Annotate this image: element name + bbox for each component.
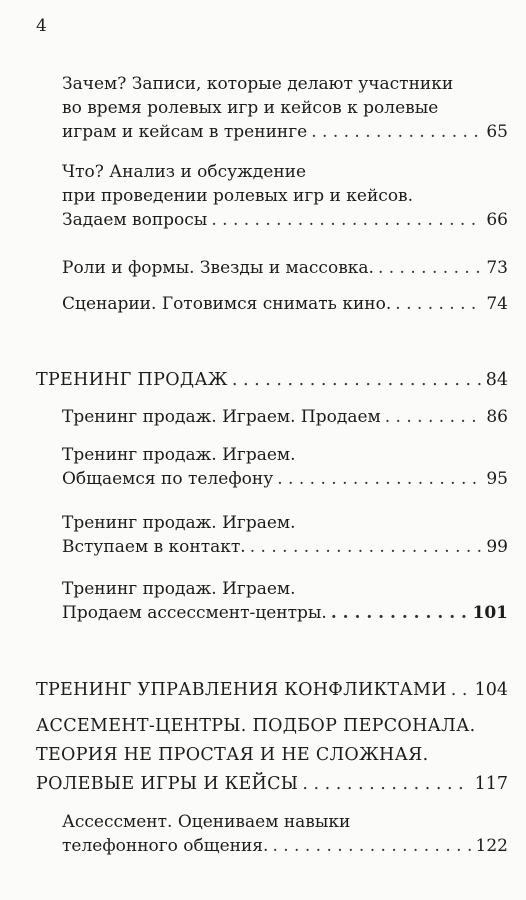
page-number: 4 (36, 16, 48, 36)
toc-entry-last-line (62, 834, 508, 858)
dot-leader (331, 601, 469, 625)
dot-leader (211, 208, 482, 232)
toc-entry-page: 65 (486, 122, 508, 142)
toc-entry-title: Общаемся по телефону (62, 469, 274, 489)
toc-entry (62, 160, 508, 232)
dot-leader (277, 467, 482, 491)
toc-entry-line: Тренинг продаж. Играем. (62, 445, 296, 465)
toc-entry-last-line (62, 120, 508, 144)
toc-section (36, 676, 508, 705)
toc-entry-page: 99 (486, 537, 508, 557)
toc-section-title: ТРЕНИНГ ПРОДАЖ (36, 370, 228, 390)
toc-entry-line: при проведении ролевых игр и кейсов. (62, 186, 414, 206)
dot-leader (302, 770, 470, 799)
toc-entry (62, 810, 508, 858)
toc-entry-line: во время ролевых игр и кейсов к ролевые (62, 98, 439, 118)
toc-section (36, 712, 508, 799)
toc-entry (62, 443, 508, 491)
toc-section-title: РОЛЕВЫЕ ИГРЫ И КЕЙСЫ (36, 774, 299, 794)
toc-entry-last-line (62, 208, 508, 232)
dot-leader (250, 535, 483, 559)
toc-entry (62, 72, 508, 144)
toc-entry-page: 86 (486, 407, 508, 427)
toc-entry-line: Тренинг продаж. Играем. (62, 513, 296, 533)
toc-entry-line: Ассессмент. Оцениваем навыки (62, 812, 351, 832)
toc-entry-last-line (62, 601, 508, 625)
toc-section-line: АССЕМЕНТ-ЦЕНТРЫ. ПОДБОР ПЕРСОНАЛА. (36, 716, 476, 736)
toc-entry-title: Вступаем в контакт. (62, 537, 246, 557)
toc-entry-last-line (62, 256, 508, 280)
toc-entry-line: Что? Анализ и обсуждение (62, 162, 307, 182)
toc-entry-title: Продаем ассессмент-центры. (62, 603, 327, 623)
toc-entry (62, 577, 508, 625)
toc-entry-title: телефонного общения. (62, 836, 269, 856)
dot-leader (272, 834, 471, 858)
dot-leader (385, 405, 483, 429)
toc-entry-page: 74 (486, 294, 508, 314)
toc-entry (62, 405, 508, 429)
dot-leader (311, 120, 482, 144)
toc-section (36, 366, 508, 395)
toc-entry-page: 101 (472, 603, 508, 623)
toc-entry-page: 95 (486, 469, 508, 489)
toc-entry-title: Роли и формы. Звезды и массовка. (62, 258, 374, 278)
toc-entry-last-line (62, 467, 508, 491)
toc-entry-last-line (36, 366, 508, 395)
toc-entry (62, 256, 508, 280)
toc-entry-page: 117 (474, 774, 508, 794)
toc-entry-page: 66 (486, 210, 508, 230)
toc-entry-page: 104 (474, 680, 508, 700)
toc-entry-last-line (36, 770, 508, 799)
dot-leader (378, 256, 482, 280)
dot-leader (232, 366, 482, 395)
toc-entry-line: Тренинг продаж. Играем. (62, 579, 296, 599)
toc-entry-last-line (62, 405, 508, 429)
toc-entry-title: Сценарии. Готовимся снимать кино. (62, 294, 392, 314)
toc-entry-page: 73 (486, 258, 508, 278)
dot-leader (395, 292, 482, 316)
toc-entry-page: 122 (475, 836, 508, 856)
toc-entry-title: Задаем вопросы (62, 210, 208, 230)
dot-leader (451, 676, 471, 705)
toc-entry-line: Зачем? Записи, которые делают участники (62, 74, 454, 94)
toc-entry-title: Тренинг продаж. Играем. Продаем (62, 407, 381, 427)
toc-entry-last-line (62, 535, 508, 559)
toc-entry (62, 511, 508, 559)
toc-section-line: ТЕОРИЯ НЕ ПРОСТАЯ И НЕ СЛОЖНАЯ. (36, 745, 429, 765)
toc-entry (62, 292, 508, 316)
toc-entry-title: играм и кейсам в тренинге (62, 122, 308, 142)
toc-section-title: ТРЕНИНГ УПРАВЛЕНИЯ КОНФЛИКТАМИ (36, 680, 447, 700)
toc-entry-last-line (62, 292, 508, 316)
toc-entry-page: 84 (485, 370, 508, 390)
toc-entry-last-line (36, 676, 508, 705)
